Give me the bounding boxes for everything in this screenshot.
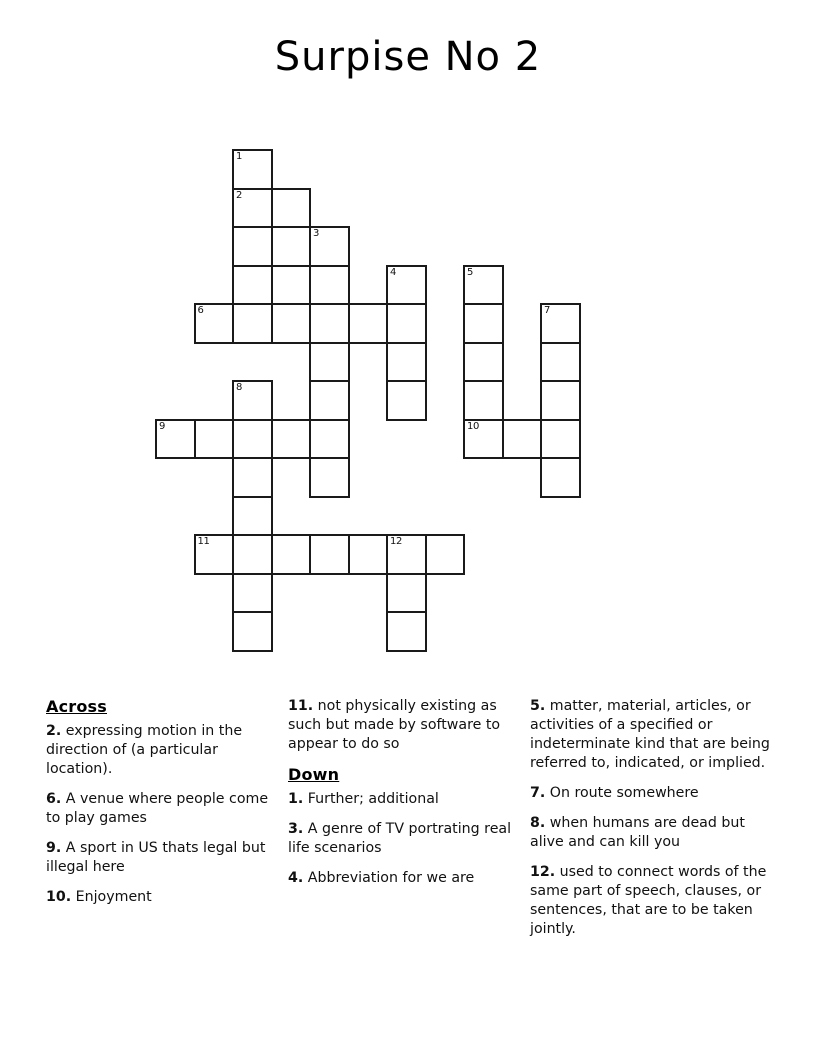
clue-across-9 [46, 839, 276, 877]
grid-cell[interactable] [309, 534, 350, 575]
grid-cell[interactable] [348, 534, 389, 575]
clue-across-6 [46, 790, 276, 828]
clue-text: expressing motion in the direction of (a particular location). [46, 723, 243, 777]
grid-cell-numbered-3[interactable] [309, 226, 350, 267]
grid-cell[interactable] [232, 419, 273, 460]
clue-down-12 [530, 863, 778, 939]
grid-cell-numbered-9[interactable] [155, 419, 196, 460]
grid-cell[interactable] [271, 226, 312, 267]
grid-cell-numbered-11[interactable] [194, 534, 235, 575]
grid-cell[interactable] [540, 342, 581, 383]
grid-cell[interactable] [232, 534, 273, 575]
grid-cell[interactable] [386, 380, 427, 421]
grid-cell[interactable] [540, 419, 581, 460]
clue-number: 4. [288, 870, 304, 886]
page-title: Surpise No 2 [274, 34, 542, 80]
grid-cell[interactable] [232, 303, 273, 344]
grid-cell-numbered-7[interactable] [540, 303, 581, 344]
grid-cell[interactable] [271, 534, 312, 575]
clue-number: 12. [530, 864, 556, 880]
grid-cell[interactable] [386, 303, 427, 344]
grid-cell[interactable] [309, 342, 350, 383]
grid-cell[interactable] [309, 380, 350, 421]
grid-cell[interactable] [386, 573, 427, 614]
clue-number: 9. [46, 840, 62, 856]
grid-cell[interactable] [348, 303, 389, 344]
clue-number: 7. [530, 785, 546, 801]
grid-cell[interactable] [309, 457, 350, 498]
clue-down-1 [288, 790, 520, 809]
down-heading: Down [288, 765, 340, 784]
clue-text: Enjoyment [75, 889, 152, 905]
clue-text: Abbreviation for we are [307, 870, 475, 886]
clues-column-1 [46, 697, 276, 918]
clue-text: used to connect words of the same part of speech, clauses, or sentences, that are to be taken jointly. [530, 864, 767, 937]
clue-text: A venue where people come to play games [46, 791, 269, 826]
grid-cell[interactable] [271, 419, 312, 460]
clue-text: A sport in US thats legal but illegal here [46, 840, 266, 875]
clue-number: 10. [46, 889, 72, 905]
grid-cell-number: 3 [313, 228, 320, 239]
grid-cell[interactable] [463, 303, 504, 344]
grid-cell-number: 2 [236, 189, 243, 201]
across-heading: Across [46, 697, 107, 716]
clue-down-4 [288, 869, 520, 888]
grid-cell[interactable] [386, 342, 427, 383]
grid-cell-numbered-1[interactable] [232, 149, 273, 190]
clue-text: when humans are dead but alive and can kill you [530, 815, 745, 850]
clue-down-3 [288, 820, 520, 858]
grid-cell-numbered-8[interactable] [232, 380, 273, 421]
grid-cell-numbered-5[interactable] [463, 265, 504, 306]
clues-column-2 [288, 697, 520, 899]
clue-number: 2. [46, 723, 62, 739]
grid-cell-number: 7 [544, 305, 551, 316]
grid-cell[interactable] [232, 611, 273, 652]
grid-cell-number: 9 [159, 420, 166, 432]
grid-cell[interactable] [232, 496, 273, 537]
grid-cell-number: 12 [390, 536, 403, 547]
clues-section [0, 697, 816, 1037]
clue-across-2 [46, 722, 276, 779]
clue-number: 1. [288, 791, 304, 807]
grid-cell[interactable] [463, 342, 504, 383]
grid-cell-number: 8 [236, 382, 243, 393]
grid-cell[interactable] [232, 457, 273, 498]
grid-cell[interactable] [309, 303, 350, 344]
grid-cell[interactable] [540, 457, 581, 498]
grid-cell[interactable] [194, 419, 235, 460]
grid-cell[interactable] [232, 573, 273, 614]
grid-cell[interactable] [502, 419, 543, 460]
grid-cell[interactable] [386, 611, 427, 652]
clue-down-8 [530, 814, 778, 852]
clue-text: Further; additional [307, 791, 439, 807]
clue-text: A genre of TV portrating real life scenarios [288, 821, 512, 856]
grid-cell[interactable] [232, 265, 273, 306]
grid-cell-numbered-6[interactable] [194, 303, 235, 344]
clue-down-5 [530, 697, 778, 773]
clue-number: 6. [46, 791, 62, 807]
clue-down-7 [530, 784, 778, 803]
clue-across-10 [46, 888, 276, 907]
clue-number: 8. [530, 815, 546, 831]
clue-number: 3. [288, 821, 304, 837]
grid-cell[interactable] [309, 265, 350, 306]
grid-cell-number: 11 [197, 536, 210, 547]
grid-cell-numbered-2[interactable] [232, 188, 273, 229]
grid-cell[interactable] [425, 534, 466, 575]
grid-cell-numbered-4[interactable] [386, 265, 427, 306]
clue-number: 5. [530, 698, 546, 714]
grid-cell[interactable] [463, 380, 504, 421]
grid-cell-numbered-10[interactable] [463, 419, 504, 460]
grid-cell[interactable] [232, 226, 273, 267]
grid-cell-numbered-12[interactable] [386, 534, 427, 575]
grid-cell-number: 6 [197, 305, 204, 316]
grid-cell[interactable] [540, 380, 581, 421]
grid-cell[interactable] [271, 188, 312, 229]
grid-cell[interactable] [309, 419, 350, 460]
clue-text: not physically existing as such but made by software to appear to do so [288, 698, 501, 752]
clue-across-11 [288, 697, 520, 754]
grid-cell-number: 1 [236, 151, 243, 162]
grid-cell-number: 5 [467, 266, 474, 278]
clue-number: 11. [288, 698, 314, 714]
grid-cell[interactable] [271, 303, 312, 344]
clue-text: matter, material, articles, or activities of a specified or indeterminate kind that are being referred to, indicated, or implied. [530, 698, 770, 771]
grid-cell-number: 4 [390, 266, 397, 278]
grid-cell-number: 10 [467, 420, 480, 432]
clue-text: On route somewhere [549, 785, 699, 801]
clues-column-3 [530, 697, 778, 950]
